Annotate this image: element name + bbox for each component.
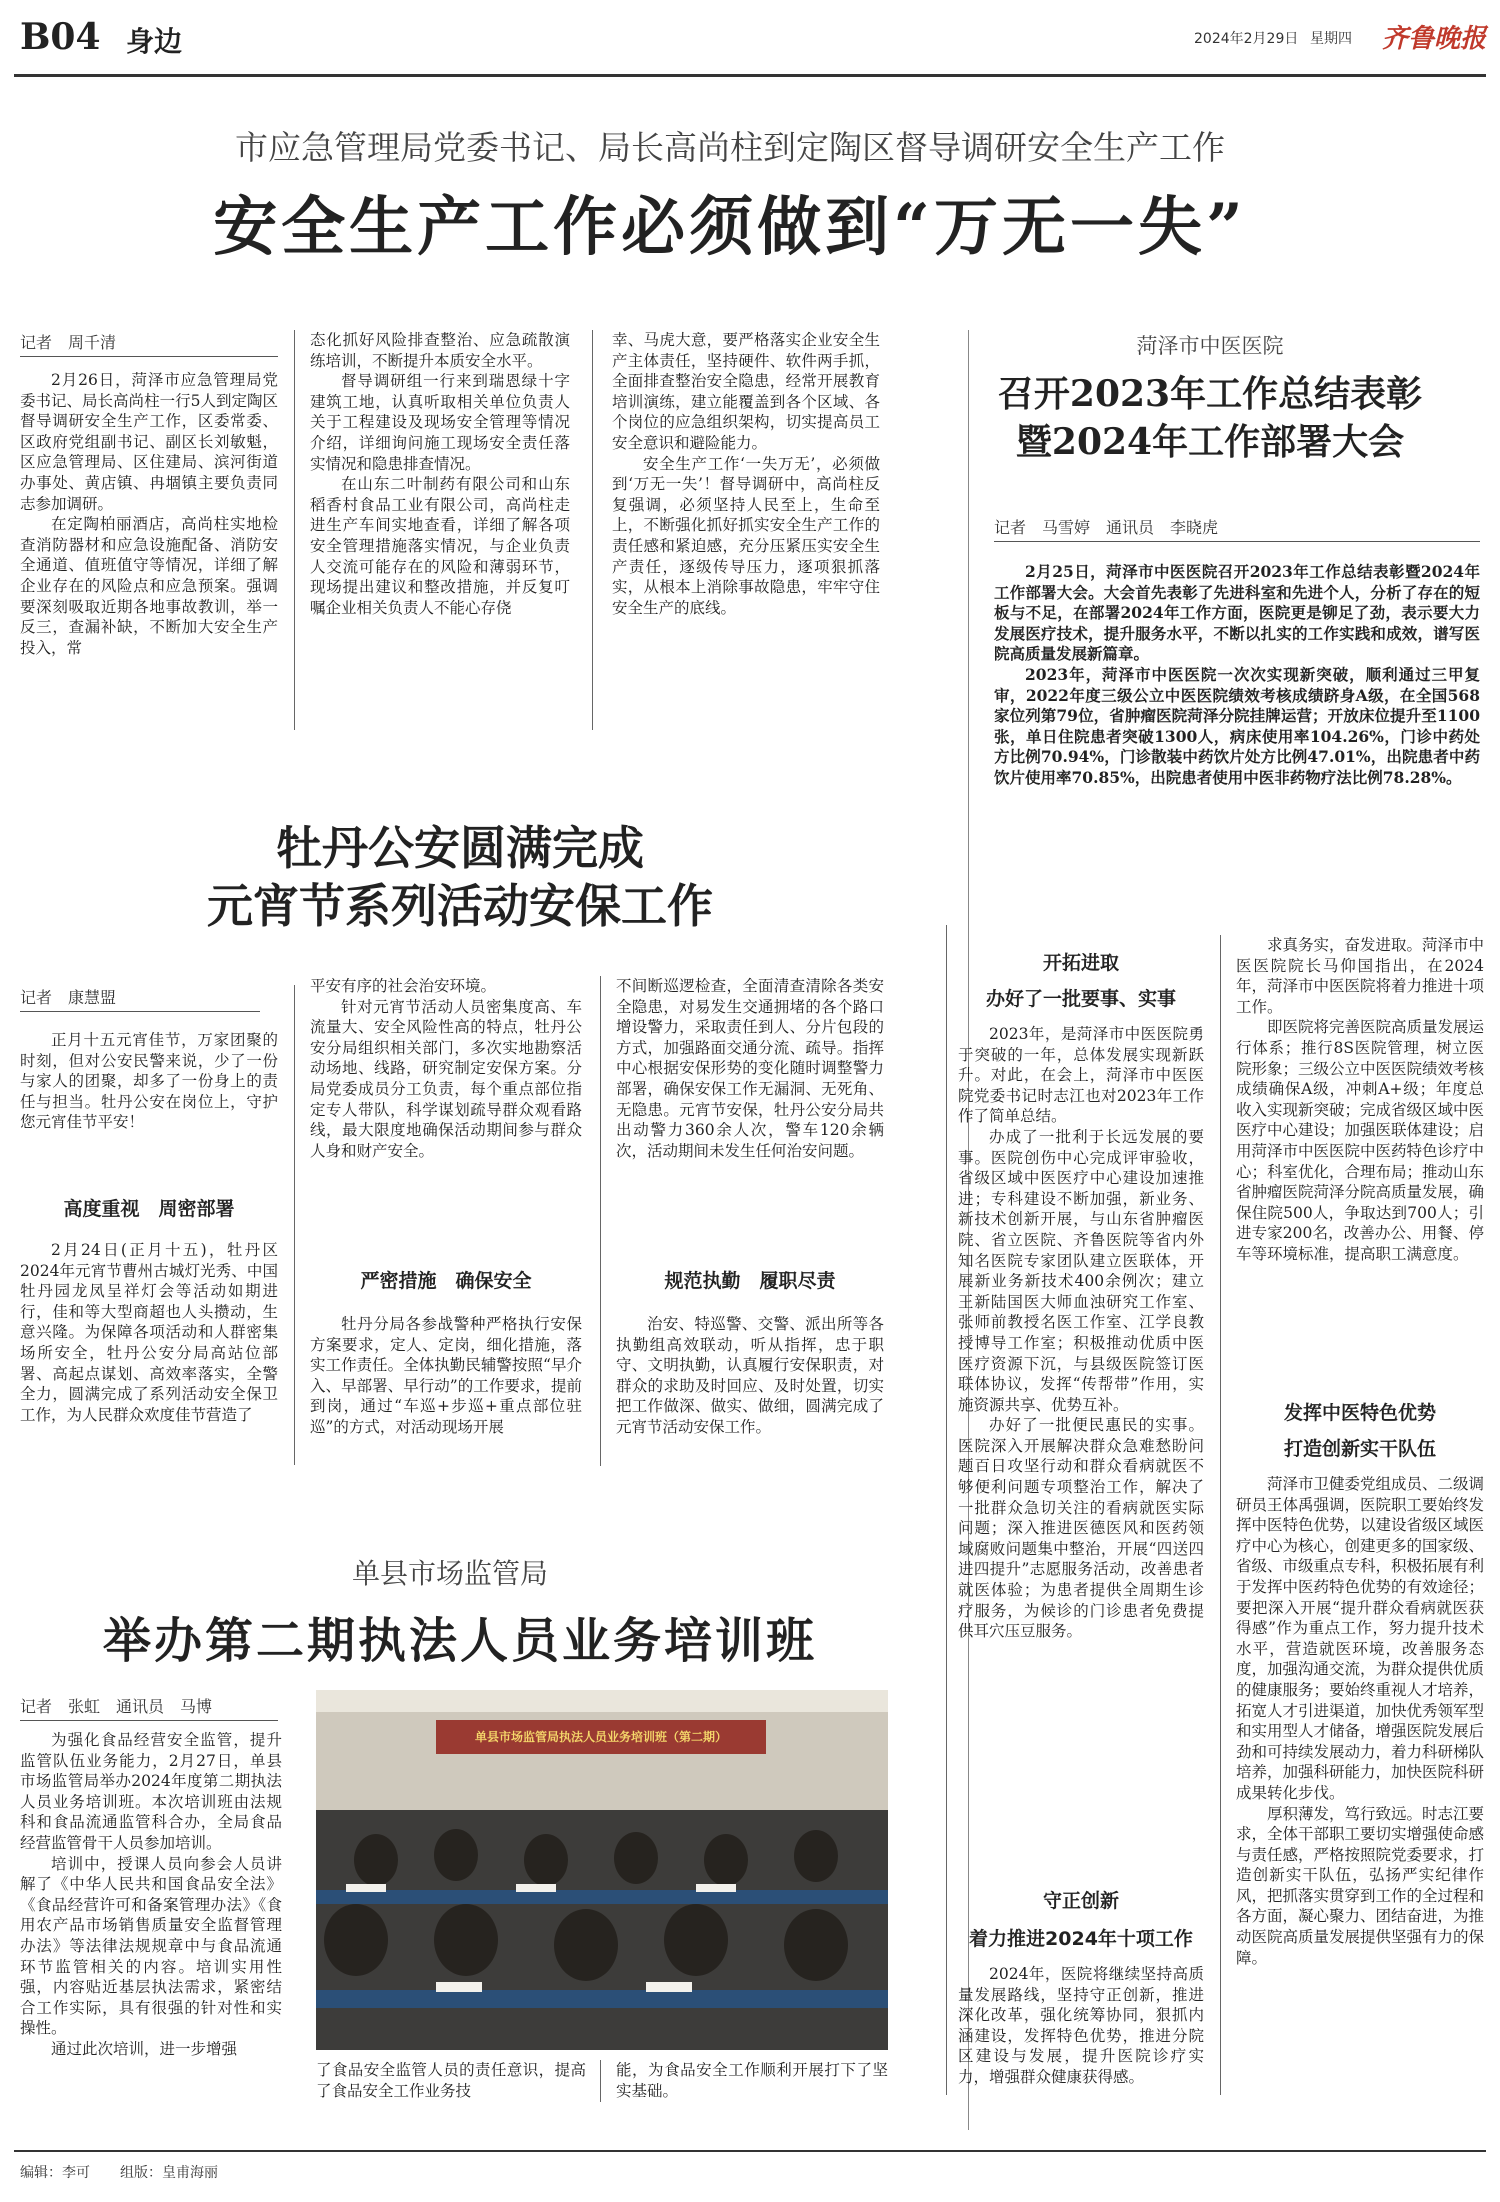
article2-colB-tail (1236, 1474, 1484, 1968)
article3-title-line1: 牡丹公安圆满完成 (276, 821, 644, 875)
article3-col3-intro (616, 976, 884, 1161)
article3-subhead1: 高度重视 周密部署 (63, 1198, 235, 1220)
page-header (14, 8, 1486, 68)
article2-subhead2-line2: 着力推进2024年十项工作 (969, 1928, 1193, 1950)
paragraph: 平安有序的社会治安环境。 (310, 977, 497, 995)
article3-byline: 记者 康慧盟 (20, 985, 260, 1012)
column-divider (294, 985, 295, 1465)
article2-title-line2: 暨2024年工作部署大会 (1015, 421, 1405, 463)
paragraph: 办成了一批利于长远发展的要事。医院创伤中心完成评审验收，省级区域中医医疗中心建设加速推进；专科建设不断加强，新业务、新技术创新开展，与山东省肿瘤医院、省立医院、齐鲁医院等省内外知名医院专家团队建立医联体，开展新业务新技术400余例次；建立王新陆国医大师血浊研究工作室、张师前教授名医工作室、江学良教授博导工作室；积极推动优质中医医疗资源下沉，与县级医院签订医联体协议，发挥“传帮带”作用，实施资源共享、优势互补。 (958, 1127, 1204, 1414)
issue-weekday: 星期四 (1310, 31, 1352, 47)
column-divider (1220, 935, 1221, 2095)
designer-credit: 组版：皇甫海丽 (120, 2165, 218, 2181)
paragraph: 了食品安全监管人员的责任意识，提高了食品安全工作业务技 (316, 2061, 586, 2100)
photo-banner-text: 单县市场监管局执法人员业务培训班（第二期） (474, 1730, 727, 1744)
paragraph: 厚积薄发，笃行致远。时志江要求，全体干部职工要切实增强使命感与责任感，严格按照院党委要求，打造创新实干队伍，弘扬严实纪律作风，把抓落实贯穿到工作的全过程和各方面，凝心聚力、团结奋进，为推动医院高质量发展提供坚强有力的保障。 (1236, 1804, 1485, 1967)
article2-subhead1-line1: 开拓进取 (1042, 952, 1119, 974)
article3-col1-intro (20, 1030, 278, 1133)
article2-title-line1: 召开2023年工作总结表彰 (997, 373, 1423, 415)
issue-date: 2024年2月29日 (1194, 31, 1299, 47)
paragraph: 2023年，菏泽市中医医院一次次实现新突破，顺利通过三甲复审，2022年度三级公立中医医院绩效考核成绩跻身A级，在全国568家位列第79位，省肿瘤医院菏泽分院挂牌运营；开放床位提升至1100张，单日住院患者突破1300人，病床使用率104.26%，门诊中药处方比例70.94%，门诊散装中药饮片处方比例47.01%，出院患者中药饮片使用率70.85%，出院患者使用中医非药物疗法比例78.28%。 (994, 664, 1480, 787)
paragraph: 在山东二叶制药有限公司和山东稻香村食品工业有限公司，高尚柱走进生产车间实地查看，详细了解各项安全管理措施落实情况，与企业负责人交流可能存在的风险和薄弱环节，现场提出建议和整改措施，并反复叮嘱企业相关负责人不能心存侥 (310, 475, 570, 617)
article4-byline: 记者 张虹 通讯员 马博 (20, 1694, 278, 1721)
article2-colB (1236, 935, 1484, 1265)
training-photo (316, 1690, 888, 2050)
article3-title-line2: 元宵节系列活动安保工作 (207, 879, 713, 933)
article2-colA (958, 1024, 1204, 1642)
article4-col2 (316, 2060, 586, 2101)
header-rule (14, 74, 1486, 77)
article1-title: 安全生产工作必须做到“万无一失” (213, 190, 1247, 265)
paragraph: 态化抓好风险排查整治、应急疏散演练培训，不断提升本质安全水平。 (310, 331, 570, 370)
footer-rule (14, 2150, 1486, 2152)
article1-col2 (310, 330, 570, 618)
paragraph: 督导调研组一行来到瑞恩绿十字建筑工地，认真听取相关单位负责人关于工程建设及现场安全管理等情况介绍，详细询问施工现场安全责任落实情况和隐患排查情况。 (310, 372, 570, 473)
section-name: 身边 (126, 25, 183, 58)
column-divider (592, 330, 593, 730)
paragraph: 安全生产工作‘一失万无’，必须做到‘万无一失’！督导调研中，高尚柱反复强调，必须坚持人民至上，生命至上，不断强化抓好抓实安全生产工作的责任感和紧迫感，充分压紧压实安全生产责任，逐级传导压力，逐项狠抓落实，从根本上消除事故隐患，牢牢守住安全生产的底线。 (612, 454, 880, 617)
column-divider (946, 925, 947, 2095)
article2-byline: 记者 马雪婷 通讯员 李晓虎 (994, 515, 1480, 542)
paragraph: 通过此次培训，进一步增强 (51, 2039, 238, 2058)
column-divider (294, 330, 295, 730)
article2-subhead2-line1: 守正创新 (1042, 1890, 1119, 1912)
paragraph: 办好了一批便民惠民的实事。医院深入开展解决群众急难愁盼问题百日攻坚行动和群众看病就医不够便利问题专项整治工作，解决了一批群众急切关注的看病就医实际问题；深入推进医德医风和医药领域腐败问题集中整治，开展“四送四进四提升”志愿服务活动，改善患者就医体验；为患者提供全周期生诊疗服务，为候诊的门诊患者免费提供耳穴压豆服务。 (958, 1416, 1204, 1641)
masthead-logo: 齐鲁晚报 (1382, 24, 1487, 54)
article4-col1 (20, 1730, 282, 2060)
article2-subhead1-line2: 办好了一批要事、实事 (985, 988, 1176, 1010)
article4-kicker: 单县市场监管局 (351, 1557, 548, 1590)
article2-subhead3-line1: 发挥中医特色优势 (1283, 1402, 1436, 1424)
column-divider (600, 2060, 601, 2102)
paragraph: 幸、马虎大意，要严格落实企业安全生产主体责任，坚持硬件、软件两手抓，全面排查整治安全隐患，经常开展教育培训演练，建立能覆盖到各个区域、各个岗位的应急组织架构，切实提高员工安全意识和避险能力。 (612, 331, 880, 452)
article4-title: 举办第二期执法人员业务培训班 (102, 1613, 817, 1669)
article1-kicker: 市应急管理局党委书记、局长高尚柱到定陶区督导调研安全生产工作 (235, 128, 1225, 167)
column-divider (600, 976, 601, 1466)
paragraph: 能，为食品安全工作顺利开展打下了坚实基础。 (616, 2061, 888, 2100)
article2-subhead3-line2: 打造创新实干队伍 (1283, 1438, 1436, 1460)
paragraph: 求真务实，奋发进取。菏泽市中医医院院长马仰国指出，在2024年，菏泽市中医医院将着力推进十项工作。 (1236, 936, 1485, 1016)
paragraph: 2023年，是菏泽市中医医院勇于突破的一年，总体发展实现新跃升。对此，在会上，菏泽市中医医院党委书记时志江也对2023年工作作了简单总结。 (958, 1025, 1204, 1126)
article2-lead (994, 562, 1480, 789)
article3-col2-intro (310, 976, 582, 1161)
article4-col3 (616, 2060, 888, 2101)
paragraph: 正月十五元宵佳节，万家团聚的时刻，但对公安民警来说，少了一份与家人的团聚，却多了一份身上的责任与担当。牡丹公安在岗位上，守护您元宵佳节平安！ (20, 1031, 278, 1132)
editor-credit: 编辑：李可 (20, 2165, 90, 2181)
paragraph: 即医院将完善医院高质量发展运行体系；推行8S医院管理，树立医院形象；三级公立中医医院绩效考核成绩确保A级，冲刺A+级；年度总收入实现新突破；完成省级区域中医医疗中心建设；加强医联体建设；启用菏泽市中医医院中医药特色诊疗中心；科室优化，合理布局；推动山东省肿瘤医院菏泽分院高质量发展，确保住院500人，争取达到700人；引进专家200名，改善办公、用餐、停车等环境标准，提高职工满意度。 (1236, 1018, 1485, 1263)
paragraph: 在定陶柏丽酒店，高尚柱实地检查消防器材和应急设施配备、消防安全通道、值班值守等情况，详细了解企业存在的风险点和应急预案。强调要深刻吸取近期各地事故教训，举一反三，查漏补缺，不断加大安全生产投入，常 (20, 515, 278, 657)
paragraph: 牡丹分局各参战警种严格执行安保方案要求，定人、定岗，细化措施，落实工作责任。全体执勤民辅警按照“早介入、早部署、早行动”的工作要求，提前到岗，通过“车巡+步巡+重点部位驻巡”的方式，对活动现场开展 (310, 1315, 582, 1436)
paragraph: 2024年，医院将继续坚持高质量发展路线，坚持守正创新，推进深化改革，强化统筹协同，狠抓内涵建设，发挥特色优势，推进分院区建设与发展，提升医院诊疗实力，增强群众健康获得感。 (958, 1965, 1204, 2086)
article2-kicker: 菏泽市中医医院 (1136, 334, 1284, 358)
article1-col1 (20, 370, 278, 658)
paragraph: 为强化食品经营安全监管，提升监管队伍业务能力，2月27日，单县市场监管局举办2024年度第二期执法人员业务培训班。本次培训班由法规科和食品流通监管科合办，全局食品经营监管骨干人员参加培训。 (20, 1731, 282, 1852)
article2-colA-tail (958, 1964, 1204, 2088)
article3-subhead2: 严密措施 确保安全 (360, 1270, 532, 1292)
paragraph: 2月24日(正月十五)，牡丹区2024年元宵节曹州古城灯光秀、中国牡丹园龙凤呈祥灯会等活动如期进行，佳和等大型商超也人头攒动，生意兴隆。为保障各项活动和人群密集场所安全，牡丹公安分局高站位部署、高起点谋划、高效率落实，全警全力，圆满完成了系列活动安全保卫工作，为人民群众欢度佳节营造了 (20, 1241, 278, 1424)
article3-col3 (616, 1314, 884, 1438)
article1-col3 (612, 330, 880, 618)
paragraph: 不间断巡逻检查，全面清查清除各类安全隐患，对易发生交通拥堵的各个路口增设警力，采取责任到人、分片包段的方式，加强路面交通分流、疏导。指挥中心根据安保形势的变化随时调整警力部署，确保安保工作无漏洞、无死角、无隐患。元宵节安保，牡丹公安分局共出动警力360余人次，警车120余辆次，活动期间未发生任何治安问题。 (616, 977, 884, 1160)
article3-subhead3: 规范执勤 履职尽责 (664, 1270, 836, 1292)
article3-col1 (20, 1240, 278, 1425)
paragraph: 菏泽市卫健委党组成员、二级调研员王体禹强调，医院职工要始终发挥中医特色优势，以建设省级区域医疗中心为核心，创建更多的国家级、省级、市级重点专科，积极拓展有利于发挥中医药特色优势的有效途径；要把深入开展“提升群众看病就医获得感”作为重点工作，努力提升技术水平，营造就医环境，改善服务态度，加强沟通交流，为群众提供优质的健康服务；要始终重视人才培养，拓宽人才引进渠道，加快优秀领军型和实用型人才储备，增强医院发展后劲和可持续发展动力，着力科研梯队培养，加强科研能力，加快医院科研成果转化步伐。 (1236, 1475, 1485, 1802)
article3-col2 (310, 1314, 582, 1438)
page-code: B04 (20, 16, 101, 58)
article1-byline: 记者 周千清 (20, 330, 278, 357)
paragraph: 针对元宵节活动人员密集度高、车流量大、安全风险性高的特点，牡丹公安分局组织相关部门，多次实地勘察活动场地、线路，研究制定安保方案。分局党委成员分工负责，每个重点部位指定专人带队，科学谋划疏导群众观看路线，最大限度地确保活动期间参与群众人身和财产安全。 (310, 997, 582, 1160)
paragraph: 治安、特巡警、交警、派出所等各执勤组高效联动，听从指挥，忠于职守、文明执勤，认真履行安保职责，对群众的求助及时回应、及时处置，切实把工作做深、做实、做细，圆满完成了元宵节活动安保工作。 (616, 1315, 884, 1436)
paragraph: 2月26日，菏泽市应急管理局党委书记、局长高尚柱一行5人到定陶区督导调研安全生产工作，区委常委、区政府党组副书记、副区长刘敏魁，区应急管理局、区住建局、滨河街道办事处、黄店镇、冉堌镇主要负责同志参加调研。 (20, 371, 278, 513)
paragraph: 2月25日，菏泽市中医医院召开2023年工作总结表彰暨2024年工作部署大会。大会首先表彰了先进科室和先进个人，分析了存在的短板与不足，在部署2024年工作方面，医院更是铆足了劲，表示要大力发展医疗技术，提升服务水平，不断以扎实的工作实践和成效，谱写医院高质量发展新篇章。 (994, 562, 1480, 664)
paragraph: 培训中，授课人员向参会人员讲解了《中华人民共和国食品安全法》《食品经营许可和备案管理办法》《食用农产品市场销售质量安全监督管理办法》等法律法规规章中与食品流通环节监管相关的内容。培训实用性强，内容贴近基层执法需求，紧密结合工作实际，具有很强的针对性和实操性。 (20, 1854, 282, 2038)
